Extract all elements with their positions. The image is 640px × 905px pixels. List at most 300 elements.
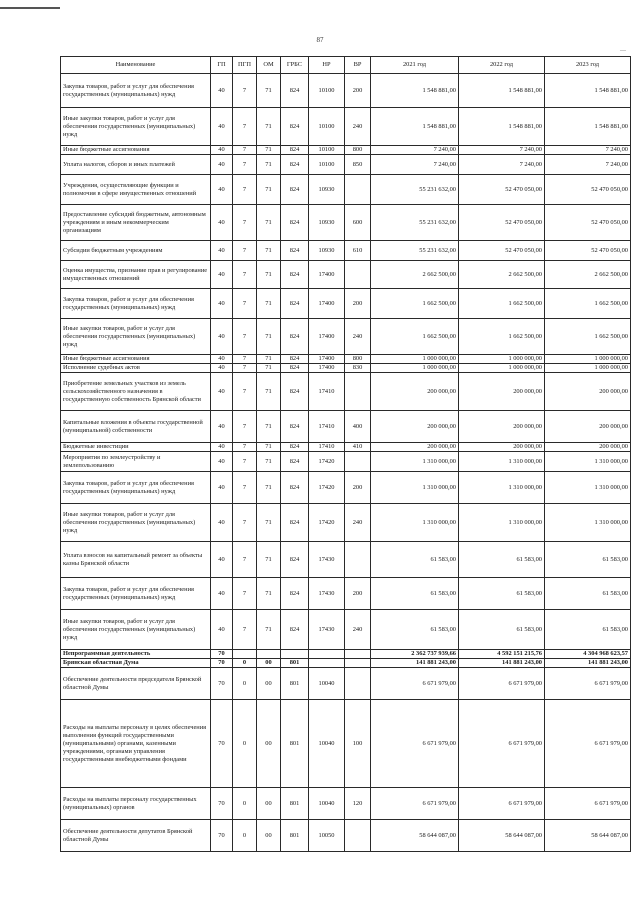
- row-amount-2023: 1 310 000,00: [545, 472, 631, 504]
- row-gp: 40: [211, 355, 233, 364]
- row-om: 71: [257, 146, 281, 155]
- row-amount-2021: 61 583,00: [371, 542, 459, 578]
- row-amount-2023: 1 548 881,00: [545, 74, 631, 108]
- row-vr: [345, 820, 371, 852]
- row-amount-2023: 61 583,00: [545, 610, 631, 650]
- table-row: [61, 355, 631, 364]
- header-cell-grbs: ГРБС: [281, 57, 309, 74]
- row-amount-2022: 52 470 050,00: [459, 175, 545, 205]
- row-gp: 70: [211, 700, 233, 788]
- row-amount-2022: 6 671 979,00: [459, 700, 545, 788]
- row-amount-2023: 52 470 050,00: [545, 205, 631, 241]
- row-gp: 40: [211, 146, 233, 155]
- row-gp: 40: [211, 364, 233, 373]
- row-grbs: 824: [281, 146, 309, 155]
- row-name: Капитальные вложения в объекты государственной (муниципальной) собственности: [61, 411, 211, 443]
- row-amount-2022: 4 592 151 215,76: [459, 650, 545, 659]
- row-amount-2021: 1 000 000,00: [371, 355, 459, 364]
- row-amount-2021: 200 000,00: [371, 411, 459, 443]
- row-grbs: [281, 650, 309, 659]
- row-pgp: 7: [233, 504, 257, 542]
- row-gp: 40: [211, 452, 233, 472]
- row-pgp: 7: [233, 443, 257, 452]
- row-amount-2021: 61 583,00: [371, 578, 459, 610]
- table-row: [61, 373, 631, 411]
- row-vr: 240: [345, 504, 371, 542]
- row-nr: [309, 659, 345, 668]
- row-grbs: 824: [281, 205, 309, 241]
- row-om: 71: [257, 108, 281, 146]
- row-vr: [345, 542, 371, 578]
- row-pgp: 7: [233, 472, 257, 504]
- row-grbs: 824: [281, 175, 309, 205]
- row-vr: 200: [345, 472, 371, 504]
- row-grbs: 824: [281, 241, 309, 261]
- row-name: Закупка товаров, работ и услуг для обеспечения государственных (муниципальных) нужд: [61, 289, 211, 319]
- row-grbs: 824: [281, 452, 309, 472]
- row-pgp: 7: [233, 261, 257, 289]
- row-vr: 800: [345, 146, 371, 155]
- table-row: [61, 578, 631, 610]
- row-vr: 240: [345, 319, 371, 355]
- header-cell-2023: 2023 год: [545, 57, 631, 74]
- row-amount-2022: 1 662 500,00: [459, 289, 545, 319]
- row-amount-2023: 1 662 500,00: [545, 289, 631, 319]
- row-grbs: 824: [281, 261, 309, 289]
- row-amount-2023: 1 310 000,00: [545, 452, 631, 472]
- row-gp: 40: [211, 108, 233, 146]
- row-om: 71: [257, 364, 281, 373]
- table-row: [61, 241, 631, 261]
- row-vr: [345, 261, 371, 289]
- header-cell-om: ОМ: [257, 57, 281, 74]
- row-amount-2022: 1 662 500,00: [459, 319, 545, 355]
- row-nr: 17400: [309, 319, 345, 355]
- row-name: Бюджетные инвестиции: [61, 443, 211, 452]
- row-amount-2022: 200 000,00: [459, 411, 545, 443]
- row-amount-2022: 1 000 000,00: [459, 355, 545, 364]
- row-name: Уплата взносов на капитальный ремонт за объекты казны Брянской области: [61, 542, 211, 578]
- row-pgp: 7: [233, 452, 257, 472]
- row-amount-2023: 1 548 881,00: [545, 108, 631, 146]
- row-name: Иные закупки товаров, работ и услуг для обеспечения государственных (муниципальных) нужд: [61, 610, 211, 650]
- row-pgp: 7: [233, 74, 257, 108]
- header-cell-nr: НР: [309, 57, 345, 74]
- row-amount-2021: 6 671 979,00: [371, 668, 459, 700]
- row-amount-2021: 7 240,00: [371, 155, 459, 175]
- row-amount-2022: 200 000,00: [459, 443, 545, 452]
- row-gp: 40: [211, 319, 233, 355]
- row-amount-2023: 1 000 000,00: [545, 355, 631, 364]
- row-name: Исполнение судебных актов: [61, 364, 211, 373]
- row-gp: 70: [211, 788, 233, 820]
- row-vr: [345, 452, 371, 472]
- row-gp: 40: [211, 373, 233, 411]
- row-name: Иные бюджетные ассигнования: [61, 355, 211, 364]
- row-nr: 10930: [309, 175, 345, 205]
- row-grbs: 824: [281, 319, 309, 355]
- row-gp: 70: [211, 668, 233, 700]
- row-vr: 200: [345, 289, 371, 319]
- table-row: [61, 700, 631, 788]
- row-name: Оценка имущества, признание прав и регулирование имущественных отношений: [61, 261, 211, 289]
- header-cell-gp: ГП: [211, 57, 233, 74]
- row-amount-2022: 61 583,00: [459, 542, 545, 578]
- row-vr: [345, 668, 371, 700]
- row-grbs: 824: [281, 542, 309, 578]
- row-om: 71: [257, 175, 281, 205]
- row-name: Учреждения, осуществляющие функции и полномочия в сфере имущественных отношений: [61, 175, 211, 205]
- row-gp: 40: [211, 411, 233, 443]
- row-name: Закупка товаров, работ и услуг для обеспечения государственных (муниципальных) нужд: [61, 472, 211, 504]
- table-row: [61, 788, 631, 820]
- row-vr: [345, 373, 371, 411]
- row-gp: 40: [211, 155, 233, 175]
- row-amount-2022: 7 240,00: [459, 146, 545, 155]
- row-grbs: 824: [281, 504, 309, 542]
- row-nr: 10100: [309, 74, 345, 108]
- row-gp: 40: [211, 205, 233, 241]
- row-amount-2021: 1 310 000,00: [371, 452, 459, 472]
- row-vr: [345, 175, 371, 205]
- row-gp: 40: [211, 175, 233, 205]
- row-amount-2021: 1 310 000,00: [371, 472, 459, 504]
- header-cell-name: Наименование: [61, 57, 211, 74]
- row-grbs: 824: [281, 578, 309, 610]
- row-gp: 70: [211, 820, 233, 852]
- row-vr: 100: [345, 700, 371, 788]
- row-amount-2023: 1 662 500,00: [545, 319, 631, 355]
- row-pgp: 7: [233, 578, 257, 610]
- row-vr: 850: [345, 155, 371, 175]
- top-rule: [0, 7, 60, 9]
- row-om: 71: [257, 155, 281, 175]
- table-row: [61, 261, 631, 289]
- table-row: [61, 108, 631, 146]
- header-cell-pgp: ПГП: [233, 57, 257, 74]
- row-gp: 40: [211, 542, 233, 578]
- row-pgp: 0: [233, 820, 257, 852]
- row-pgp: 7: [233, 289, 257, 319]
- row-amount-2023: 200 000,00: [545, 373, 631, 411]
- row-amount-2023: 52 470 050,00: [545, 241, 631, 261]
- row-vr: [345, 650, 371, 659]
- row-name: Субсидии бюджетным учреждениям: [61, 241, 211, 261]
- row-om: 00: [257, 820, 281, 852]
- row-amount-2022: 6 671 979,00: [459, 668, 545, 700]
- table-row: [61, 659, 631, 668]
- row-nr: 10050: [309, 820, 345, 852]
- row-name: Уплата налогов, сборов и иных платежей: [61, 155, 211, 175]
- row-amount-2022: 52 470 050,00: [459, 241, 545, 261]
- row-gp: 70: [211, 659, 233, 668]
- row-amount-2021: 141 881 243,00: [371, 659, 459, 668]
- row-nr: 17420: [309, 452, 345, 472]
- row-amount-2021: 1 310 000,00: [371, 504, 459, 542]
- row-pgp: [233, 650, 257, 659]
- row-pgp: 7: [233, 610, 257, 650]
- row-vr: 600: [345, 205, 371, 241]
- row-amount-2022: 200 000,00: [459, 373, 545, 411]
- row-name: Иные закупки товаров, работ и услуг для обеспечения государственных (муниципальных) нужд: [61, 319, 211, 355]
- row-amount-2021: 6 671 979,00: [371, 788, 459, 820]
- table-row: [61, 820, 631, 852]
- row-pgp: 7: [233, 373, 257, 411]
- row-amount-2022: 1 548 881,00: [459, 74, 545, 108]
- row-nr: 17430: [309, 578, 345, 610]
- row-grbs: 801: [281, 788, 309, 820]
- row-amount-2021: 55 231 632,00: [371, 205, 459, 241]
- row-name: Закупка товаров, работ и услуг для обеспечения государственных (муниципальных) нужд: [61, 578, 211, 610]
- row-gp: 40: [211, 261, 233, 289]
- table-row: [61, 205, 631, 241]
- row-nr: 10040: [309, 700, 345, 788]
- row-name: Расходы на выплаты персоналу в целях обеспечения выполнения функций государственными (муниципальными) органами, казенными учреждениями, органами управления государственными внебюджетными фондами: [61, 700, 211, 788]
- row-amount-2021: 200 000,00: [371, 373, 459, 411]
- table-row: [61, 319, 631, 355]
- row-amount-2022: 6 671 979,00: [459, 788, 545, 820]
- row-amount-2022: 1 000 000,00: [459, 364, 545, 373]
- row-nr: 17430: [309, 610, 345, 650]
- row-om: 71: [257, 205, 281, 241]
- table-row: [61, 472, 631, 504]
- row-om: 71: [257, 241, 281, 261]
- row-om: 71: [257, 610, 281, 650]
- row-amount-2021: 1 548 881,00: [371, 108, 459, 146]
- row-amount-2023: 200 000,00: [545, 443, 631, 452]
- row-gp: 40: [211, 74, 233, 108]
- row-amount-2023: 2 662 500,00: [545, 261, 631, 289]
- row-pgp: 7: [233, 146, 257, 155]
- row-nr: 17400: [309, 364, 345, 373]
- row-gp: 40: [211, 610, 233, 650]
- row-pgp: 0: [233, 668, 257, 700]
- row-vr: 240: [345, 610, 371, 650]
- row-pgp: 7: [233, 205, 257, 241]
- row-pgp: 7: [233, 411, 257, 443]
- row-amount-2021: 2 362 737 939,66: [371, 650, 459, 659]
- row-nr: 17410: [309, 411, 345, 443]
- row-om: 71: [257, 411, 281, 443]
- row-om: 71: [257, 578, 281, 610]
- page-number: 87: [316, 36, 324, 44]
- row-om: 00: [257, 788, 281, 820]
- row-amount-2023: 141 881 243,00: [545, 659, 631, 668]
- row-gp: 40: [211, 578, 233, 610]
- row-gp: 40: [211, 504, 233, 542]
- row-nr: 17400: [309, 289, 345, 319]
- row-amount-2022: 2 662 500,00: [459, 261, 545, 289]
- row-amount-2022: 61 583,00: [459, 610, 545, 650]
- row-vr: 200: [345, 578, 371, 610]
- row-grbs: 824: [281, 289, 309, 319]
- row-pgp: 7: [233, 364, 257, 373]
- row-om: 71: [257, 289, 281, 319]
- row-pgp: 0: [233, 788, 257, 820]
- row-grbs: 801: [281, 700, 309, 788]
- header-cell-vr: ВР: [345, 57, 371, 74]
- row-amount-2022: 1 548 881,00: [459, 108, 545, 146]
- row-grbs: 824: [281, 443, 309, 452]
- row-nr: 17410: [309, 373, 345, 411]
- row-nr: 17400: [309, 261, 345, 289]
- row-amount-2021: 55 231 632,00: [371, 241, 459, 261]
- row-vr: 610: [345, 241, 371, 261]
- table-row: [61, 443, 631, 452]
- row-name: Расходы на выплаты персоналу государственных (муниципальных) органов: [61, 788, 211, 820]
- row-amount-2022: 1 310 000,00: [459, 504, 545, 542]
- row-grbs: 824: [281, 411, 309, 443]
- row-om: 00: [257, 659, 281, 668]
- row-amount-2023: 6 671 979,00: [545, 788, 631, 820]
- row-amount-2022: 52 470 050,00: [459, 205, 545, 241]
- row-om: 71: [257, 319, 281, 355]
- row-amount-2021: 1 662 500,00: [371, 289, 459, 319]
- row-om: 00: [257, 668, 281, 700]
- row-name: Обеспечение деятельности председателя Брянской областной Думы: [61, 668, 211, 700]
- row-amount-2023: 1 000 000,00: [545, 364, 631, 373]
- row-nr: 17410: [309, 443, 345, 452]
- row-nr: 17430: [309, 542, 345, 578]
- row-pgp: 0: [233, 700, 257, 788]
- row-name: Мероприятия по землеустройству и землепользованию: [61, 452, 211, 472]
- table-row: [61, 504, 631, 542]
- row-amount-2021: 58 644 087,00: [371, 820, 459, 852]
- row-amount-2023: 7 240,00: [545, 155, 631, 175]
- row-name: Брянская областная Дума: [61, 659, 211, 668]
- row-name: Непрограммная деятельность: [61, 650, 211, 659]
- row-amount-2021: 1 662 500,00: [371, 319, 459, 355]
- row-nr: 17400: [309, 355, 345, 364]
- table-row: [61, 452, 631, 472]
- row-om: 71: [257, 504, 281, 542]
- row-nr: 10100: [309, 108, 345, 146]
- row-nr: 17420: [309, 504, 345, 542]
- row-nr: 10100: [309, 146, 345, 155]
- row-amount-2021: 7 240,00: [371, 146, 459, 155]
- row-vr: 240: [345, 108, 371, 146]
- row-amount-2023: 7 240,00: [545, 146, 631, 155]
- table-row: [61, 364, 631, 373]
- row-grbs: 801: [281, 820, 309, 852]
- row-amount-2023: 58 644 087,00: [545, 820, 631, 852]
- row-amount-2022: 7 240,00: [459, 155, 545, 175]
- table-row: [61, 175, 631, 205]
- row-nr: 10930: [309, 241, 345, 261]
- row-om: [257, 650, 281, 659]
- table-row: [61, 650, 631, 659]
- row-pgp: 7: [233, 108, 257, 146]
- row-amount-2023: 52 470 050,00: [545, 175, 631, 205]
- row-grbs: 824: [281, 472, 309, 504]
- row-grbs: 824: [281, 155, 309, 175]
- row-grbs: 824: [281, 610, 309, 650]
- row-vr: 120: [345, 788, 371, 820]
- row-gp: 40: [211, 241, 233, 261]
- row-amount-2023: 61 583,00: [545, 542, 631, 578]
- row-amount-2023: 6 671 979,00: [545, 700, 631, 788]
- row-amount-2022: 1 310 000,00: [459, 452, 545, 472]
- row-amount-2021: 55 231 632,00: [371, 175, 459, 205]
- row-grbs: 824: [281, 364, 309, 373]
- row-name: Иные бюджетные ассигнования: [61, 146, 211, 155]
- row-om: 71: [257, 373, 281, 411]
- row-amount-2021: 61 583,00: [371, 610, 459, 650]
- row-amount-2023: 4 304 968 623,57: [545, 650, 631, 659]
- table-row: [61, 610, 631, 650]
- row-nr: 10100: [309, 155, 345, 175]
- row-nr: [309, 650, 345, 659]
- table-row: [61, 289, 631, 319]
- row-name: Обеспечение деятельности депутатов Брянской областной Думы: [61, 820, 211, 852]
- table-row: [61, 542, 631, 578]
- row-name: Приобретение земельных участков из земель сельскохозяйственного назначения в государственную собственность Брянской области: [61, 373, 211, 411]
- row-amount-2021: 1 548 881,00: [371, 74, 459, 108]
- row-gp: 40: [211, 472, 233, 504]
- row-amount-2023: 200 000,00: [545, 411, 631, 443]
- row-pgp: 7: [233, 241, 257, 261]
- row-om: 71: [257, 542, 281, 578]
- row-pgp: 7: [233, 319, 257, 355]
- row-amount-2021: 1 000 000,00: [371, 364, 459, 373]
- budget-table: [60, 56, 631, 852]
- row-amount-2023: 61 583,00: [545, 578, 631, 610]
- row-vr: [345, 659, 371, 668]
- row-amount-2022: 58 644 087,00: [459, 820, 545, 852]
- row-nr: 10930: [309, 205, 345, 241]
- row-om: 71: [257, 355, 281, 364]
- row-om: 71: [257, 261, 281, 289]
- row-om: 71: [257, 452, 281, 472]
- row-grbs: 824: [281, 74, 309, 108]
- row-vr: 400: [345, 411, 371, 443]
- row-amount-2023: 6 671 979,00: [545, 668, 631, 700]
- header-row: [61, 57, 631, 74]
- row-gp: 40: [211, 289, 233, 319]
- row-om: 71: [257, 472, 281, 504]
- row-pgp: 0: [233, 659, 257, 668]
- row-amount-2021: 2 662 500,00: [371, 261, 459, 289]
- row-amount-2023: 1 310 000,00: [545, 504, 631, 542]
- row-vr: 410: [345, 443, 371, 452]
- row-name: Закупка товаров, работ и услуг для обеспечения государственных (муниципальных) нужд: [61, 74, 211, 108]
- row-nr: 17420: [309, 472, 345, 504]
- row-name: Предоставление субсидий бюджетным, автономным учреждениям и иным некоммерческим организациям: [61, 205, 211, 241]
- row-om: 00: [257, 700, 281, 788]
- row-grbs: 824: [281, 108, 309, 146]
- table-row: [61, 146, 631, 155]
- header-cell-2021: 2021 год: [371, 57, 459, 74]
- row-om: 71: [257, 443, 281, 452]
- row-om: 71: [257, 74, 281, 108]
- table-row: [61, 155, 631, 175]
- row-vr: 200: [345, 74, 371, 108]
- row-gp: 40: [211, 443, 233, 452]
- header-cell-2022: 2022 год: [459, 57, 545, 74]
- row-gp: 70: [211, 650, 233, 659]
- row-pgp: 7: [233, 355, 257, 364]
- row-pgp: 7: [233, 155, 257, 175]
- row-amount-2022: 141 881 243,00: [459, 659, 545, 668]
- table-row: [61, 74, 631, 108]
- row-amount-2021: 6 671 979,00: [371, 700, 459, 788]
- row-name: Иные закупки товаров, работ и услуг для обеспечения государственных (муниципальных) нужд: [61, 504, 211, 542]
- row-grbs: 824: [281, 373, 309, 411]
- table-row: [61, 411, 631, 443]
- row-grbs: 824: [281, 355, 309, 364]
- row-grbs: 801: [281, 659, 309, 668]
- row-amount-2021: 200 000,00: [371, 443, 459, 452]
